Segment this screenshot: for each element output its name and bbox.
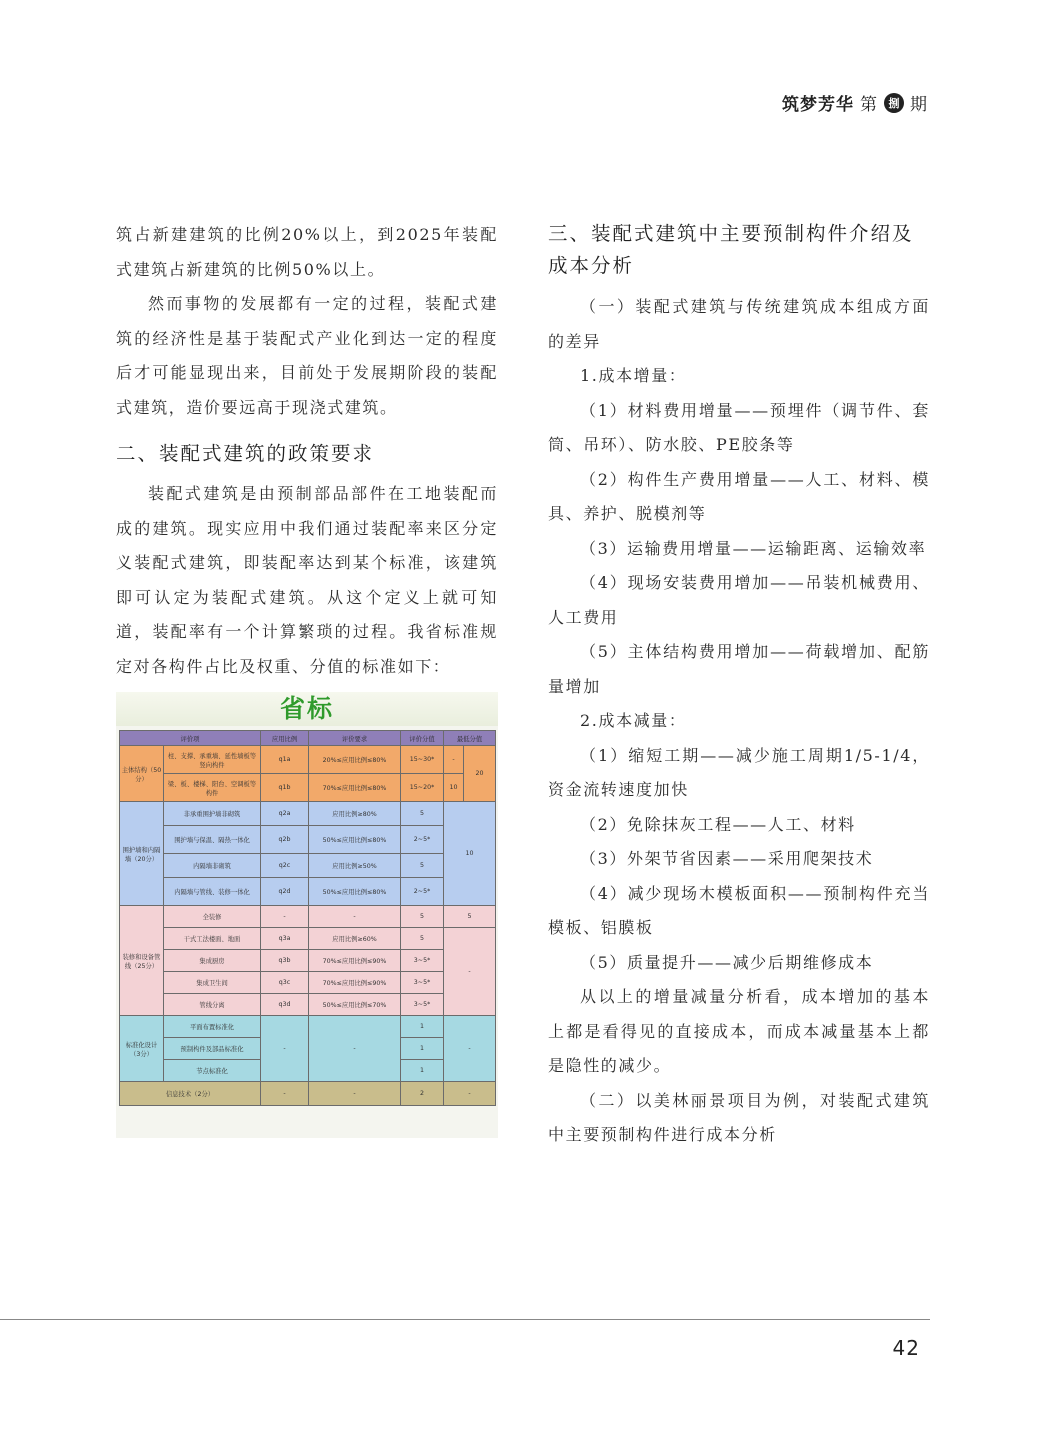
score-cell: 5: [401, 906, 444, 928]
item-cell: 干式工法楼面、地面: [164, 928, 261, 950]
min-cell: 5: [444, 906, 496, 928]
min-cell: -: [444, 928, 496, 1016]
item-cell: 内隔墙与管线、装修一体化: [164, 878, 261, 906]
subheading: （二）以美林丽景项目为例，对装配式建筑中主要预制构件进行成本分析: [548, 1090, 930, 1144]
score-cell: 2: [401, 1082, 444, 1106]
req-cell: 应用比例≥50%: [309, 854, 401, 878]
req-cell: -: [309, 1016, 401, 1082]
paragraph: 装配式建筑是由预制部品部件在工地装配而成的建筑。现实应用中我们通过装配率来区分定义装配式建筑，即装配率达到某个标准，该建筑即可认定为装配式建筑。从这个定义上就可知道，装配率有一个计算繁琐的过程。我省标准规定对各构件占比及权重、分值的标准如下：: [116, 484, 498, 676]
table-row: [120, 774, 496, 802]
table-row: [120, 906, 496, 928]
table-row: [120, 878, 496, 906]
code-cell: q2b: [261, 826, 309, 854]
subheading: （一）装配式建筑与传统建筑成本组成方面的差异: [548, 297, 930, 351]
table-row: [120, 746, 496, 774]
table-row: [120, 826, 496, 854]
score-cell: 3~5*: [401, 950, 444, 972]
group-cell: 主体结构（50分）: [120, 746, 164, 802]
req-cell: 70%≤应用比例≤80%: [309, 774, 401, 802]
code-cell: -: [261, 1082, 309, 1106]
score-cell: 1: [401, 1016, 444, 1038]
code-cell: q3c: [261, 972, 309, 994]
list-item: （4）现场安装费用增加——吊装机械费用、人工费用: [548, 573, 930, 627]
score-cell: 1: [401, 1060, 444, 1082]
figure-title: 省标: [116, 692, 498, 726]
group-cell: 信息技术（2分）: [120, 1082, 261, 1106]
header-cell: 评价项: [120, 731, 261, 746]
list-item: （2）构件生产费用增量——人工、材料、模具、养护、脱模剂等: [548, 469, 930, 523]
item-cell: 围护墙与保温、隔热一体化: [164, 826, 261, 854]
provincial-standard-figure: [116, 692, 498, 1138]
section-heading: 三、装配式建筑中主要预制构件介绍及成本分析: [548, 222, 914, 277]
req-cell: -: [309, 906, 401, 928]
footer-divider: [0, 1319, 930, 1320]
code-cell: q3a: [261, 928, 309, 950]
min-cell: -: [444, 746, 464, 774]
item-cell: 节点标准化: [164, 1060, 261, 1082]
code-cell: q3b: [261, 950, 309, 972]
list-item: （3）外架节省因素——采用爬架技术: [580, 849, 874, 868]
score-cell: 1: [401, 1038, 444, 1060]
header-cell: 最低分值: [444, 731, 496, 746]
req-cell: 50%≤应用比例≤80%: [309, 878, 401, 906]
score-cell: 15~20*: [401, 774, 444, 802]
list-item: （1）材料费用增量——预埋件（调节件、套筒、吊环）、防水胶、PE胶条等: [548, 400, 930, 454]
list-item: （5）质量提升——减少后期维修成本: [580, 952, 874, 972]
table-header-row: [120, 731, 496, 746]
list-item: （4）减少现场木模板面积——预制构件充当模板、铝膜板: [548, 883, 930, 937]
req-cell: 70%≤应用比例≤90%: [309, 950, 401, 972]
list-item: （2）免除抹灰工程——人工、材料: [580, 814, 856, 834]
group-cell: 围护墙和内隔墙（20分）: [120, 802, 164, 906]
item-cell: 预制构件及部品标准化: [164, 1038, 261, 1060]
min-cell: 10: [444, 774, 464, 802]
right-column: [548, 218, 930, 1153]
score-cell: 5: [401, 802, 444, 826]
table-row: [120, 802, 496, 826]
list-title: 1.成本增量：: [580, 366, 687, 385]
item-cell: 全装修: [164, 906, 261, 928]
header-cell: 评价要求: [309, 731, 401, 746]
table-row: [120, 854, 496, 878]
list-item: （1）缩短工期——减少施工周期1/5-1/4，资金流转速度加快: [548, 745, 930, 799]
magazine-title: 筑梦芳华: [782, 95, 854, 115]
code-cell: -: [261, 906, 309, 928]
assembly-rate-table: [119, 730, 496, 1106]
code-cell: q3d: [261, 994, 309, 1016]
page-number: 42: [892, 1336, 920, 1360]
min-cell: 10: [444, 802, 496, 906]
req-cell: 应用比例≥80%: [309, 802, 401, 826]
issue-prefix: 第: [860, 95, 878, 115]
code-cell: -: [261, 1016, 309, 1082]
req-cell: -: [309, 1082, 401, 1106]
score-cell: 3~5*: [401, 994, 444, 1016]
issue-suffix: 期: [910, 95, 928, 115]
header-cell: 应用比例: [261, 731, 309, 746]
left-column: [116, 218, 498, 1138]
table-row: [120, 950, 496, 972]
item-cell: 管线分离: [164, 994, 261, 1016]
req-cell: 应用比例≥60%: [309, 928, 401, 950]
item-cell: 平面布置标准化: [164, 1016, 261, 1038]
score-cell: 5: [401, 928, 444, 950]
table-row: [120, 928, 496, 950]
running-header: [782, 90, 928, 115]
table-row: [120, 1082, 496, 1106]
list-item: （5）主体结构费用增加——荷载增加、配筋量增加: [548, 642, 930, 696]
item-cell: 集成卫生间: [164, 972, 261, 994]
item-cell: 柱、支撑、承重墙、延性墙板等竖向构件: [164, 746, 261, 774]
score-cell: 2~5*: [401, 826, 444, 854]
item-cell: 集成厨房: [164, 950, 261, 972]
score-cell: 5: [401, 854, 444, 878]
table-row: [120, 1016, 496, 1038]
table-row: [120, 972, 496, 994]
group-cell: 标准化设计（3分）: [120, 1016, 164, 1082]
paragraph: 从以上的增量减量分析看，成本增加的基本上都是看得见的直接成本，而成本减量基本上都是隐性的减少。: [548, 987, 930, 1075]
issue-number-seal: 捌: [884, 93, 904, 113]
paragraph: 然而事物的发展都有一定的过程，装配式建筑的经济性是基于装配式产业化到达一定的程度后才可能显现出来，目前处于发展期阶段的装配式建筑，造价要远高于现浇式建筑。: [116, 294, 498, 417]
section-heading: 二、装配式建筑的政策要求: [116, 442, 375, 465]
item-cell: 非承重围护墙非砌筑: [164, 802, 261, 826]
header-cell: 评价分值: [401, 731, 444, 746]
code-cell: q1b: [261, 774, 309, 802]
table-row: [120, 994, 496, 1016]
item-cell: 内隔墙非砌筑: [164, 854, 261, 878]
min-cell: -: [444, 1082, 496, 1106]
score-cell: 15~30*: [401, 746, 444, 774]
list-title: 2.成本减量：: [580, 711, 687, 730]
code-cell: q1a: [261, 746, 309, 774]
code-cell: q2c: [261, 854, 309, 878]
req-cell: 50%≤应用比例≤70%: [309, 994, 401, 1016]
score-cell: 3~5*: [401, 972, 444, 994]
list-item: （3）运输费用增量——运输距离、运输效率: [580, 538, 927, 558]
req-cell: 20%≤应用比例≤80%: [309, 746, 401, 774]
item-cell: 梁、板、楼梯、阳台、空调板等构件: [164, 774, 261, 802]
req-cell: 70%≤应用比例≤90%: [309, 972, 401, 994]
code-cell: q2d: [261, 878, 309, 906]
min-total-cell: 20: [464, 746, 496, 802]
code-cell: q2a: [261, 802, 309, 826]
paragraph: 筑占新建建筑的比例20%以上，到2025年装配式建筑占新建筑的比例50%以上。: [116, 225, 498, 279]
min-cell: -: [444, 1016, 496, 1082]
req-cell: 50%≤应用比例≤80%: [309, 826, 401, 854]
score-cell: 2~5*: [401, 878, 444, 906]
group-cell: 装修和设备管线（25分）: [120, 906, 164, 1016]
